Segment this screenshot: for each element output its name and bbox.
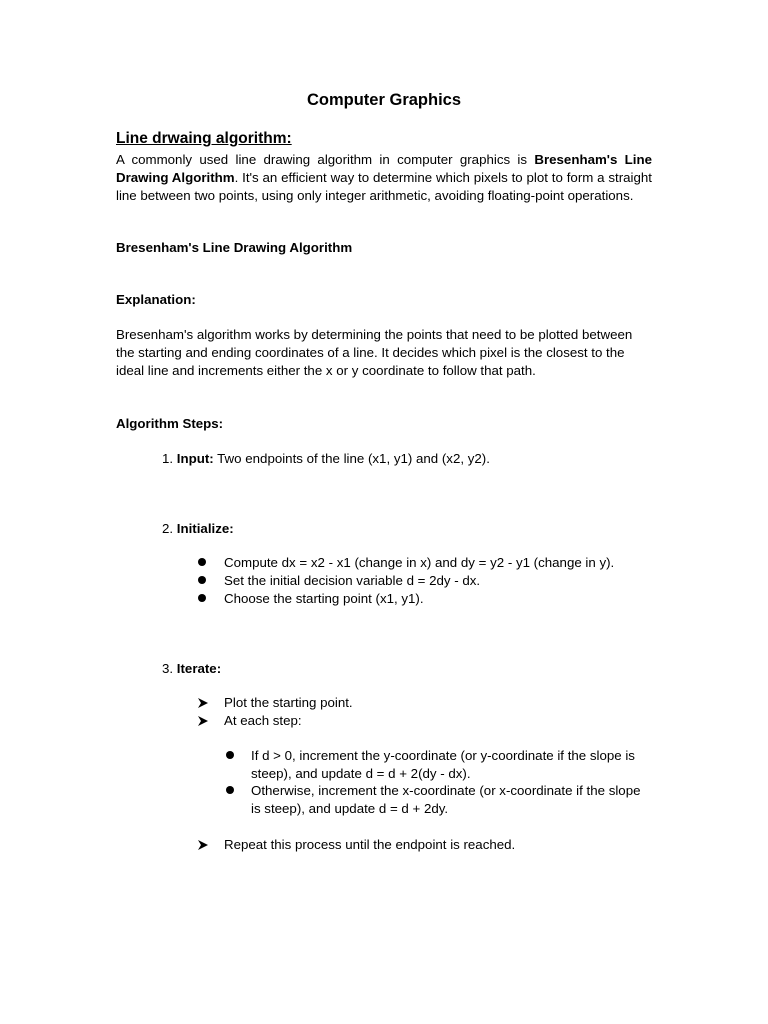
bullet-icon xyxy=(226,751,234,759)
step-1-text: Two endpoints of the line (x1, y1) and (x2, y2). xyxy=(213,451,490,466)
bullet-icon xyxy=(198,576,206,584)
step-3-final-arrow-item: Repeat this process until the endpoint is reached. xyxy=(224,837,516,852)
step-2-number: 2. xyxy=(162,521,174,536)
intro-text-2: . It's an efficient way to determine which pixels to plot to form a straight line between two points, using only integer arithmetic, avoiding floating-point operations. xyxy=(116,170,652,203)
step-1 xyxy=(162,450,490,468)
step-3-sub-bullet: Otherwise, increment the x-coordinate (or x-coordinate if the slope is steep), and update d = d + 2dy. xyxy=(251,783,641,816)
steps-label: Algorithm Steps: xyxy=(116,416,224,431)
step-2 xyxy=(162,520,234,538)
bullet-icon xyxy=(226,786,234,794)
step-2-label: Initialize: xyxy=(176,521,234,536)
step-1-number: 1. xyxy=(162,451,174,466)
intro-paragraph xyxy=(116,151,652,205)
step-3-arrow-item: Plot the starting point. xyxy=(224,695,353,710)
step-3-arrow-item: At each step: xyxy=(224,713,302,728)
step-1-label: Input: xyxy=(176,451,214,466)
algorithm-title: Bresenham's Line Drawing Algorithm xyxy=(116,240,353,255)
explanation-label: Explanation: xyxy=(116,292,196,307)
bullet-icon xyxy=(198,594,206,602)
arrow-bullet-icon xyxy=(197,697,209,709)
arrow-bullet-icon xyxy=(197,839,209,851)
page-title: Computer Graphics xyxy=(306,91,462,109)
intro-bold-term: Bresenham's Line Drawing Algorithm xyxy=(116,152,652,185)
section-heading: Line drwaing algorithm: xyxy=(116,130,292,147)
intro-text-1: A commonly used line drawing algorithm in computer graphics is xyxy=(116,152,535,167)
step-3 xyxy=(162,660,221,678)
step-2-bullet: Choose the starting point (x1, y1). xyxy=(224,591,424,606)
arrow-bullet-icon xyxy=(197,715,209,727)
step-2-bullet: Compute dx = x2 - x1 (change in x) and dy = y2 - y1 (change in y). xyxy=(224,555,615,570)
step-2-bullet: Set the initial decision variable d = 2dy - dx. xyxy=(224,573,481,588)
step-3-sub-bullet: If d > 0, increment the y-coordinate (or y-coordinate if the slope is steep), and update d = d + 2(dy - dx). xyxy=(251,748,635,781)
step-3-number: 3. xyxy=(162,661,174,676)
explanation-paragraph: Bresenham's algorithm works by determining the points that need to be plotted between the starting and ending coordinates of a line. It decides which pixel is the closest to the ideal line and increments either the x or y coordinate to follow that path. xyxy=(116,327,633,378)
bullet-icon xyxy=(198,558,206,566)
step-3-label: Iterate: xyxy=(176,661,222,676)
